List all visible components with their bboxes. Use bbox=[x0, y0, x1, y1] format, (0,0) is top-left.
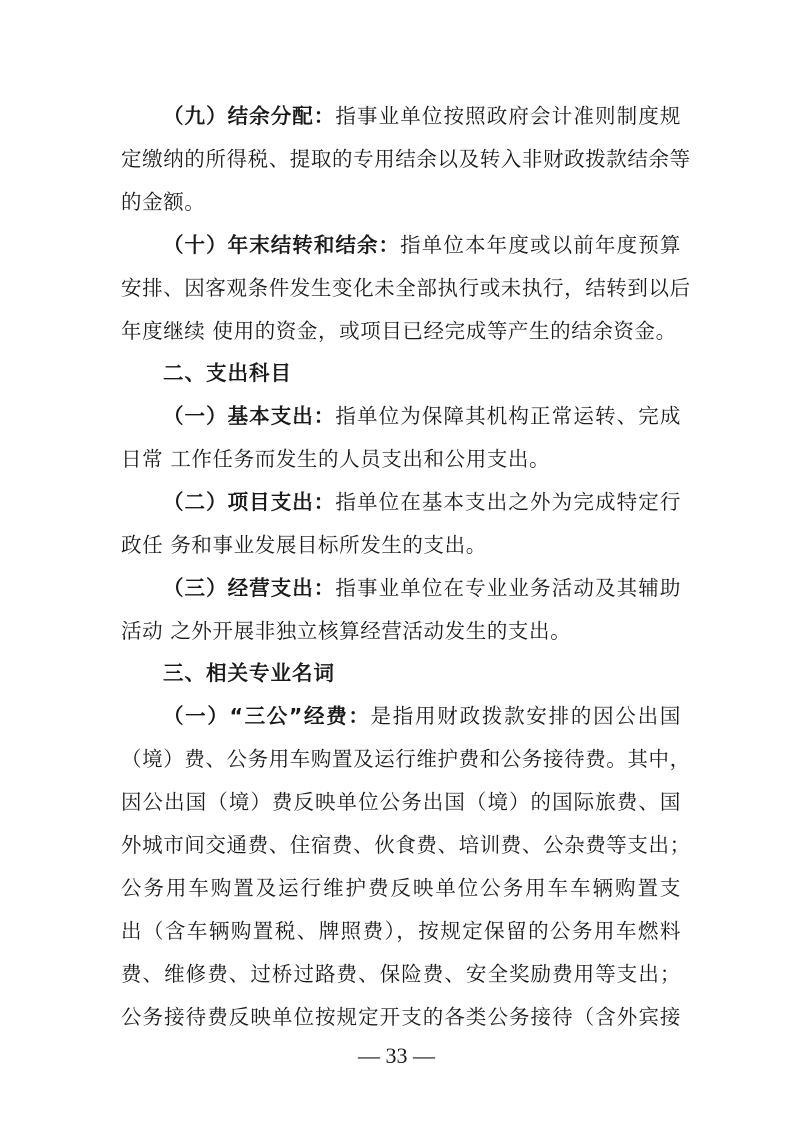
operating-label: （三）经营支出： bbox=[163, 576, 336, 600]
three-public-line2: （境）费、公务用车购置及运行维护费和公务接待费。其中， bbox=[121, 747, 691, 771]
page-number: — 33 — bbox=[358, 1043, 435, 1068]
project-line1 bbox=[163, 488, 681, 516]
three-public-line5: 公务用车购置及运行维护费反映单位公务用车车辆购置支 bbox=[121, 876, 681, 900]
project-label: （二）项目支出： bbox=[163, 490, 336, 514]
heading-related-terms: 三、相关专业名词 bbox=[163, 661, 335, 685]
section9-line1 bbox=[163, 102, 681, 130]
basic-text1: 指单位为保障其机构正常运转、完成 bbox=[335, 404, 681, 428]
operating-line1 bbox=[163, 574, 681, 602]
three-public-line8: 公务接待费反映单位按规定开支的各类公务接待（含外宾接 bbox=[121, 1005, 681, 1029]
basic-line2: 日常 工作任务而发生的人员支出和公用支出。 bbox=[121, 447, 551, 471]
section10-line2: 安排、因客观条件发生变化未全部执行或未执行，结转到以后 bbox=[121, 276, 691, 300]
three-public-line3: 因公出国（境）费反映单位公务出国（境）的国际旅费、国 bbox=[121, 790, 681, 814]
three-public-text1: 是指用财政拨款安排的因公出国 bbox=[370, 704, 681, 728]
project-line2: 政任 务和事业发展目标所发生的支出。 bbox=[121, 533, 487, 557]
section9-line3: 的金额。 bbox=[121, 190, 206, 214]
three-public-line7: 费、维修费、过桥过路费、保险费、安全奖励费用等支出； bbox=[121, 962, 681, 986]
operating-line2: 活动 之外开展非独立核算经营活动发生的支出。 bbox=[121, 619, 572, 643]
project-text1: 指单位在基本支出之外为完成特定行 bbox=[335, 490, 681, 514]
three-public-line4: 外城市间交通费、住宿费、伙食费、培训费、公杂费等支出； bbox=[121, 833, 691, 857]
section9-label: （九）结余分配： bbox=[163, 104, 336, 128]
section10-line1 bbox=[163, 231, 681, 259]
operating-text1: 指事业单位在专业业务活动及其辅助 bbox=[335, 576, 681, 600]
section10-label: （十）年末结转和结余： bbox=[163, 233, 401, 257]
basic-line1 bbox=[163, 402, 681, 430]
three-public-line6: 出（含车辆购置税、牌照费），按规定保留的公务用车燃料 bbox=[121, 919, 681, 943]
section10-line3: 年度继续 使用的资金，或项目已经完成等产生的结余资金。 bbox=[121, 319, 677, 343]
three-public-label: （一）“三公”经费： bbox=[163, 704, 371, 728]
section9-line2: 定缴纳的所得税、提取的专用结余以及转入非财政拨款结余等 bbox=[121, 147, 691, 171]
section10-text1: 指单位本年度或以前年度预算 bbox=[400, 233, 681, 257]
heading-expenditure-items: 二、支出科目 bbox=[163, 361, 292, 385]
basic-label: （一）基本支出： bbox=[163, 404, 336, 428]
three-public-line1 bbox=[163, 702, 681, 730]
section9-text1: 指事业单位按照政府会计准则制度规 bbox=[335, 104, 681, 128]
